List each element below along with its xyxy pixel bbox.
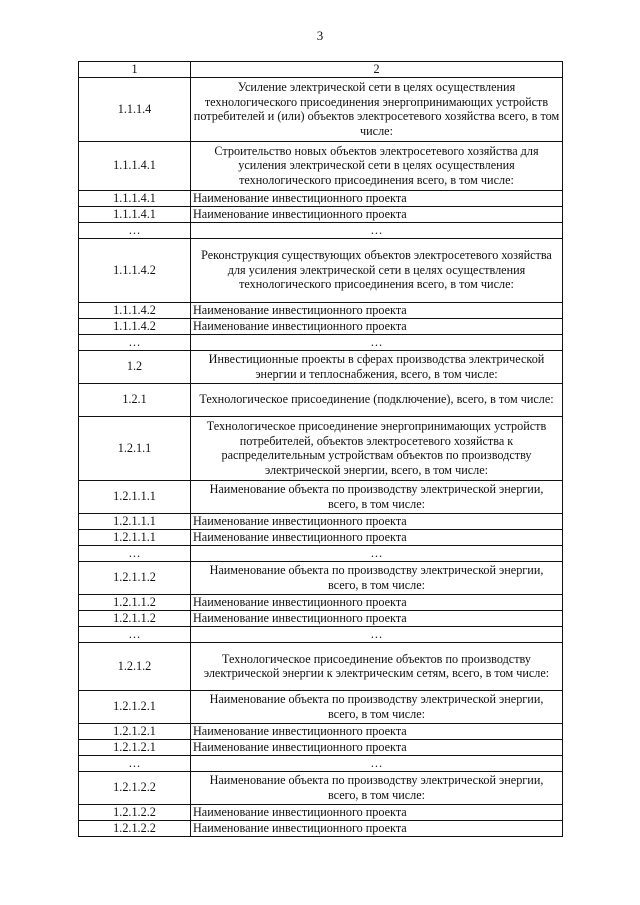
row-text: Наименование инвестиционного проекта	[191, 190, 563, 206]
row-code: 1.2.1.2.2	[79, 771, 191, 804]
table-row	[79, 190, 563, 206]
row-code: 1.1.1.4.1	[79, 206, 191, 222]
table-row	[79, 238, 563, 302]
table-row	[79, 318, 563, 334]
row-text: …	[191, 626, 563, 642]
table-row	[79, 383, 563, 416]
row-text: Наименование объекта по производству электрической энергии, всего, в том числе:	[191, 480, 563, 513]
table-row	[79, 302, 563, 318]
row-code: 1.2.1.2.1	[79, 690, 191, 723]
row-text: Наименование инвестиционного проекта	[191, 610, 563, 626]
table-row	[79, 545, 563, 561]
table-row	[79, 626, 563, 642]
row-code: 1.2.1.2	[79, 642, 191, 690]
row-code: 1.2.1.2.2	[79, 820, 191, 836]
table-row	[79, 820, 563, 836]
row-text: Наименование инвестиционного проекта	[191, 723, 563, 739]
row-text: Наименование инвестиционного проекта	[191, 594, 563, 610]
row-code: 1.2.1.1.2	[79, 594, 191, 610]
row-text: Наименование инвестиционного проекта	[191, 302, 563, 318]
table-row	[79, 206, 563, 222]
row-code: 1.1.1.4	[79, 77, 191, 141]
row-text: Наименование инвестиционного проекта	[191, 206, 563, 222]
row-code: …	[79, 626, 191, 642]
row-code: 1.2	[79, 350, 191, 383]
row-code: 1.2.1.1.1	[79, 480, 191, 513]
table-row	[79, 771, 563, 804]
row-text: Усиление электрической сети в целях осуществления технологического присоединения энергопринимающих устройств потребителей и (или) объектов электросетевого хозяйства всего, в том числе:	[191, 77, 563, 141]
row-code: 1.2.1.2.1	[79, 739, 191, 755]
table-row	[79, 480, 563, 513]
row-code: …	[79, 545, 191, 561]
row-text: Реконструкция существующих объектов электросетевого хозяйства для усиления электрической сети в целях осуществления технологического присоединения всего, в том числе:	[191, 238, 563, 302]
table-row	[79, 755, 563, 771]
row-code: 1.2.1.1.1	[79, 529, 191, 545]
row-text: Наименование объекта по производству электрической энергии, всего, в том числе:	[191, 690, 563, 723]
row-code: …	[79, 222, 191, 238]
row-text: Технологическое присоединение (подключение), всего, в том числе:	[191, 383, 563, 416]
table-row	[79, 334, 563, 350]
row-text: Технологическое присоединение энергопринимающих устройств потребителей, объектов электросетевого хозяйства к распределительным устройствам объектов по производству электрической энергии, всего, в том числе:	[191, 416, 563, 480]
table-row	[79, 642, 563, 690]
row-code: …	[79, 334, 191, 350]
row-code: 1.2.1.1	[79, 416, 191, 480]
row-code: 1.1.1.4.2	[79, 238, 191, 302]
row-code: 1.1.1.4.2	[79, 318, 191, 334]
row-code: 1.1.1.4.2	[79, 302, 191, 318]
table-row	[79, 416, 563, 480]
table-row	[79, 804, 563, 820]
row-text: …	[191, 545, 563, 561]
row-text: Наименование инвестиционного проекта	[191, 739, 563, 755]
row-code: 1.2.1	[79, 383, 191, 416]
table-row	[79, 594, 563, 610]
table-row	[79, 690, 563, 723]
row-code: 1.1.1.4.1	[79, 190, 191, 206]
row-text: Наименование инвестиционного проекта	[191, 513, 563, 529]
row-text: Наименование инвестиционного проекта	[191, 318, 563, 334]
row-text: …	[191, 222, 563, 238]
row-code: …	[79, 755, 191, 771]
column-header-1: 1	[79, 62, 191, 78]
row-text: Строительство новых объектов электросетевого хозяйства для усиления электрической сети в целях осуществления технологического присоединения всего, в том числе:	[191, 141, 563, 190]
table-row	[79, 141, 563, 190]
row-code: 1.1.1.4.1	[79, 141, 191, 190]
table-row	[79, 222, 563, 238]
column-header-2: 2	[191, 62, 563, 78]
row-code: 1.2.1.1.1	[79, 513, 191, 529]
table-row	[79, 350, 563, 383]
row-code: 1.2.1.2.1	[79, 723, 191, 739]
table-row	[79, 739, 563, 755]
table-row	[79, 610, 563, 626]
row-text: Инвестиционные проекты в сферах производства электрической энергии и теплоснабжения, всего, в том числе:	[191, 350, 563, 383]
table-body	[79, 62, 563, 837]
page-number: 3	[316, 28, 324, 43]
table-row	[79, 529, 563, 545]
row-text: Технологическое присоединение объектов по производству электрической энергии к электрическим сетям, всего, в том числе:	[191, 642, 563, 690]
row-text: …	[191, 334, 563, 350]
table-row	[79, 77, 563, 141]
row-code: 1.2.1.2.2	[79, 804, 191, 820]
row-text: Наименование инвестиционного проекта	[191, 529, 563, 545]
row-text: Наименование объекта по производству электрической энергии, всего, в том числе:	[191, 771, 563, 804]
row-code: 1.2.1.1.2	[79, 610, 191, 626]
row-text: Наименование инвестиционного проекта	[191, 804, 563, 820]
row-code: 1.2.1.1.2	[79, 561, 191, 594]
table-row	[79, 513, 563, 529]
row-text: Наименование инвестиционного проекта	[191, 820, 563, 836]
row-text: …	[191, 755, 563, 771]
table-row	[79, 723, 563, 739]
table-row	[79, 561, 563, 594]
row-text: Наименование объекта по производству электрической энергии, всего, в том числе:	[191, 561, 563, 594]
table-header-row	[79, 62, 563, 78]
investment-table	[78, 61, 563, 837]
